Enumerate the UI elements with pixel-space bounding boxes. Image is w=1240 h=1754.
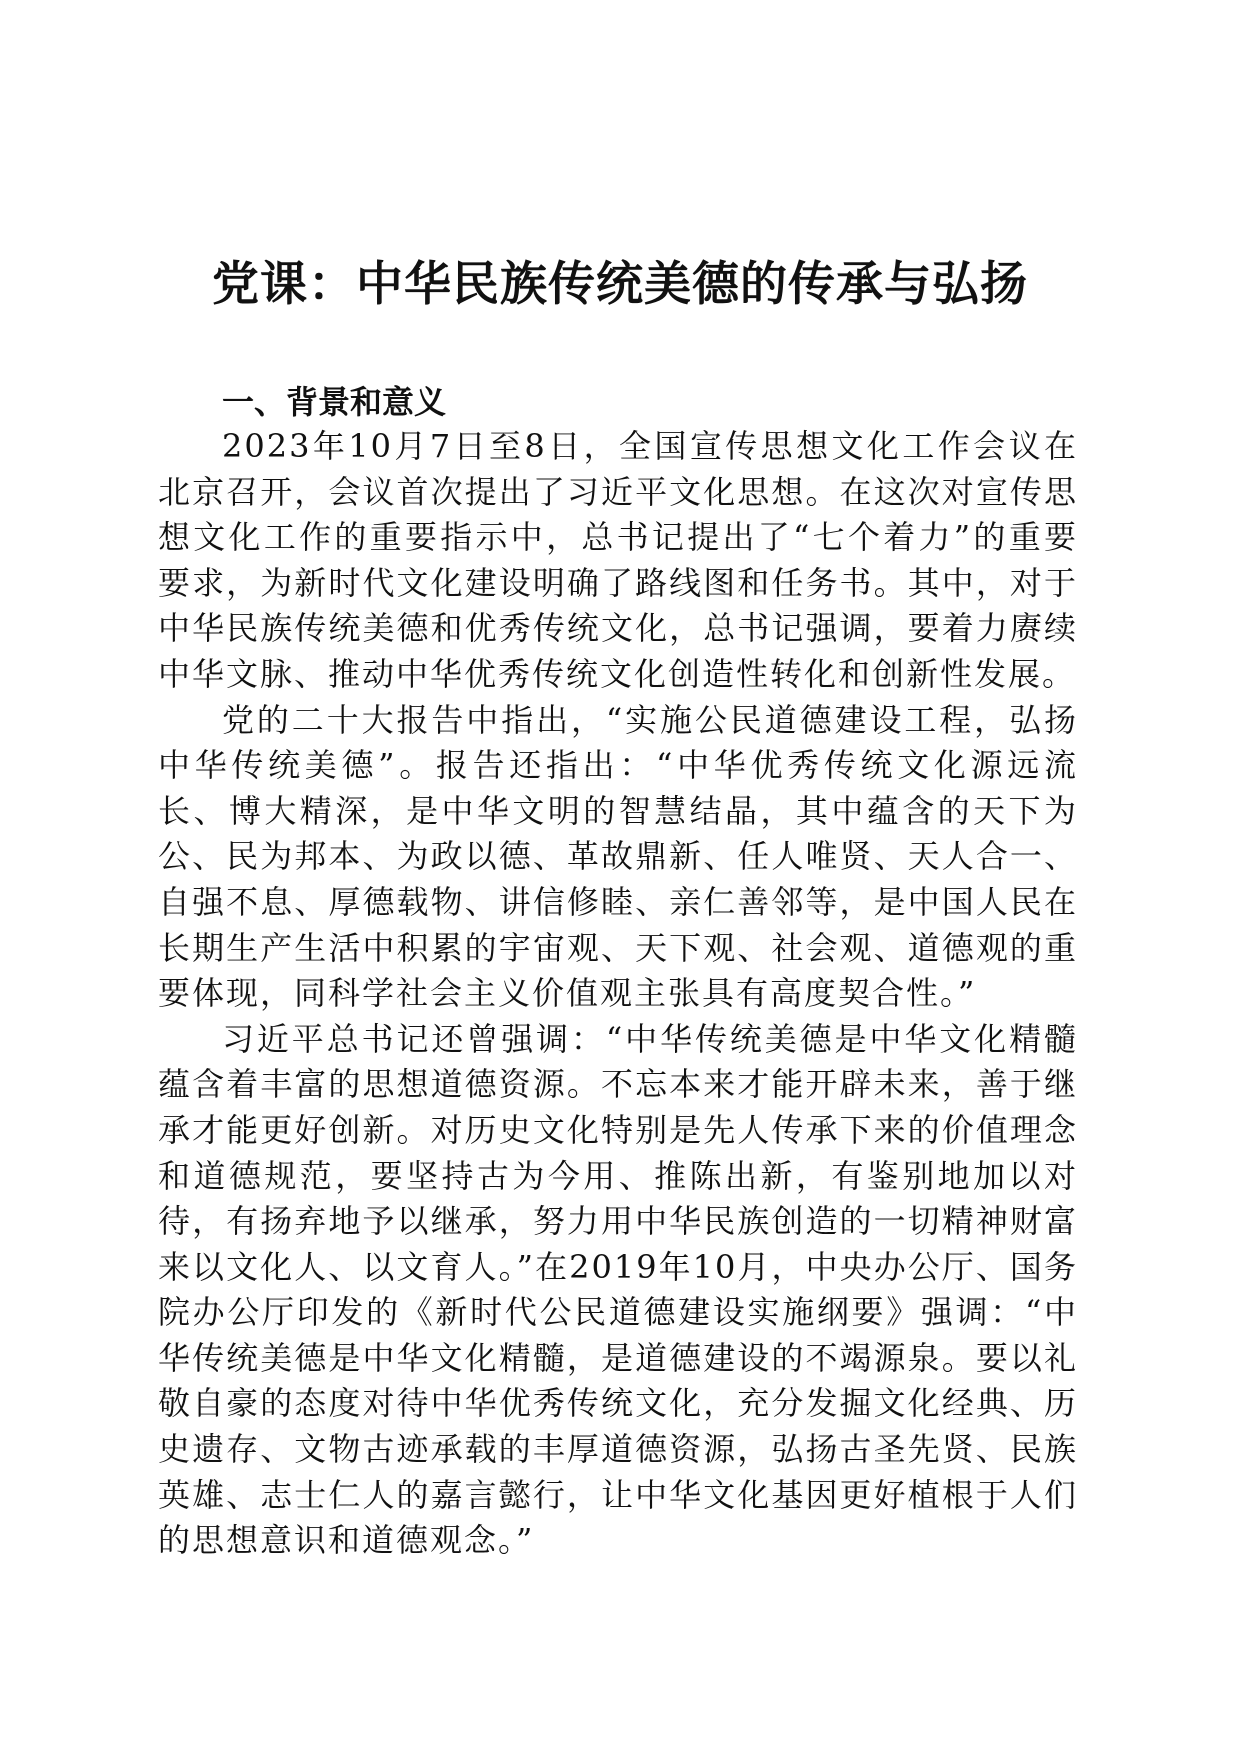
paragraph-3: 习近平总书记还曾强调：“中华传统美德是中华文化精髓蕴含着丰富的思想道德资源。不忘本来才能开辟未来，善于继承才能更好创新。对历史文化特别是先人传承下来的价值理念和道德规范，要坚持古为今用、推陈出新，有鉴别地加以对待，有扬弃地予以继承，努力用中华民族创造的一切精神财富来以文化人、以文育人。”在2019年10月，中央办公厅、国务院办公厅印发的《新时代公民道德建设实施纲要》强调：“中华传统美德是中华文化精髓，是道德建设的不竭源泉。要以礼敬自豪的态度对待中华优秀传统文化，充分发掘文化经典、历史遗存、文物古迹承载的丰厚道德资源，弘扬古圣先贤、民族英雄、志士仁人的嘉言懿行，让中华文化基因更好植根于人们的思想意识和道德观念。” xyxy=(158,1019,1078,1560)
paragraph-2: 党的二十大报告中指出，“实施公民道德建设工程，弘扬中华传统美德”。报告还指出：“中华优秀传统文化源远流长、博大精深，是中华文明的智慧结晶，其中蕴含的天下为公、民为邦本、为政以德、革故鼎新、任人唯贤、天人合一、自强不息、厚德载物、讲信修睦、亲仁善邻等，是中国人民在长期生产生活中积累的宇宙观、天下观、社会观、道德观的重要体现，同科学社会主义价值观主张具有高度契合性。” xyxy=(158,700,1078,1013)
document-body xyxy=(158,380,1078,1564)
section-heading: 一、背景和意义 xyxy=(222,383,447,421)
paragraph-1: 2023年10月7日至8日，全国宣传思想文化工作会议在北京召开，会议首次提出了习近平文化思想。在这次对宣传思想文化工作的重要指示中，总书记提出了“七个着力”的重要要求，为新时代文化建设明确了路线图和任务书。其中，对于中华民族传统美德和优秀传统文化，总书记强调，要着力赓续中华文脉、推动中华优秀传统文化创造性转化和创新性发展。 xyxy=(158,427,1078,693)
document-title: 党课：中华民族传统美德的传承与弘扬 xyxy=(212,257,1028,312)
